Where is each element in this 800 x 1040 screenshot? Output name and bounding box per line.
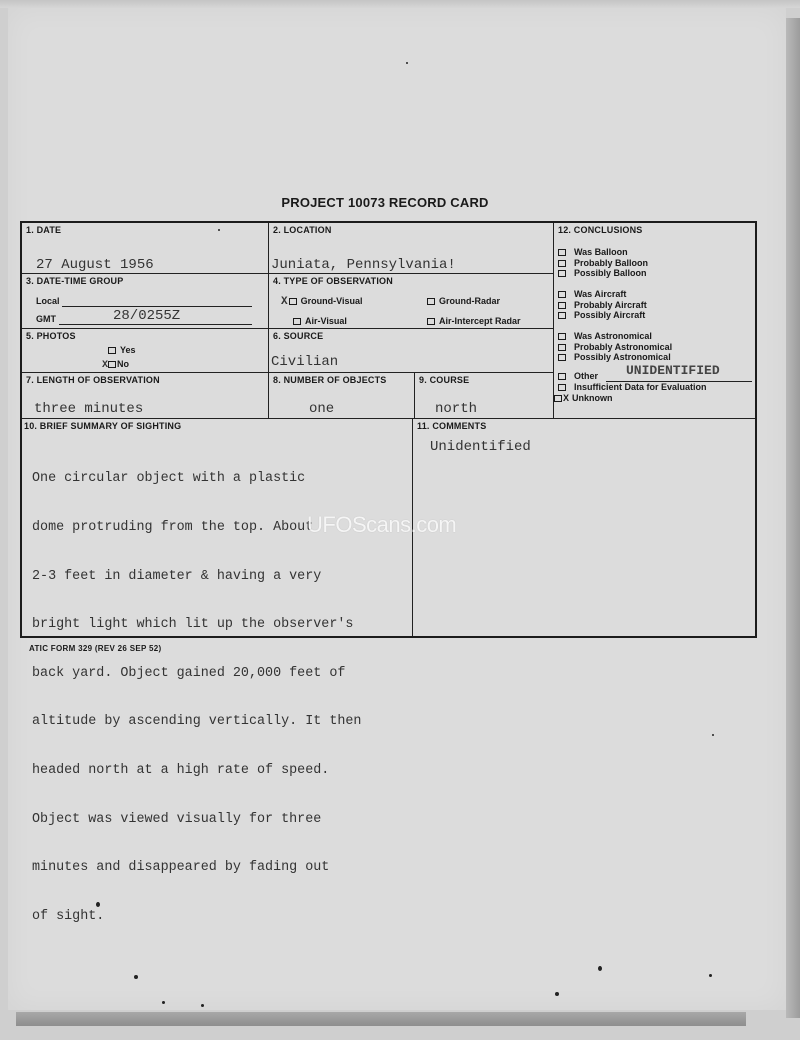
date-label: 1. DATE [26,225,62,235]
photos-option-no[interactable] [102,359,129,371]
number-of-objects-cell [269,373,415,419]
photos-no-label: No [117,359,130,369]
checkbox-icon [558,270,566,277]
photos-option-yes[interactable] [108,345,136,355]
scan-speck [201,1004,204,1007]
option-ground-visual[interactable] [281,296,362,308]
checkbox-icon [554,395,562,402]
other-label: Other [574,371,599,381]
photos-cell [22,329,269,373]
air-intercept-radar-label: Air-Intercept Radar [439,316,521,326]
checkbox-icon [427,298,435,305]
length-label: 7. LENGTH OF OBSERVATION [26,375,160,385]
option-air-intercept-radar[interactable] [427,316,521,326]
checkbox-icon [289,298,297,305]
conclusion-possibly-balloon[interactable] [558,268,648,279]
scan-speck [712,734,714,736]
checkbox-icon [558,302,566,309]
unknown-x-mark: X [563,392,570,403]
scan-speck [406,62,408,64]
conclusion-label: Possibly Balloon [574,268,647,278]
type-of-observation-label: 4. TYPE OF OBSERVATION [273,276,393,286]
conclusion-other[interactable] [558,363,756,382]
course-cell [415,373,554,419]
summary-line: One circular object with a plastic [32,471,306,487]
conclusion-was-aircraft[interactable] [558,289,647,300]
conclusion-label: Probably Astronomical [574,341,673,352]
summary-line: 2-3 feet in diameter & having a very [32,568,322,584]
conclusion-group-aircraft [558,289,647,321]
conclusion-label: Possibly Astronomical [574,352,671,362]
length-value: three minutes [34,401,144,417]
option-ground-radar[interactable] [427,296,500,306]
photos-label: 5. PHOTOS [26,331,76,341]
summary-line: bright light which lit up the observer's [32,617,354,633]
local-label: Local [36,296,60,306]
checkbox-icon [558,312,566,319]
summary-line: back yard. Object gained 20,000 feet of [32,665,346,681]
checkbox-icon [558,354,566,361]
scan-speck [555,992,559,996]
checkbox-icon [558,291,566,298]
conclusion-label: Was Astronomical [574,331,652,341]
checkbox-icon [558,333,566,340]
other-field[interactable] [606,363,752,382]
conclusion-label: Possibly Aircraft [574,310,646,320]
summary-line: Object was viewed visually for three [32,811,322,827]
comments-value: Unidentified [430,439,531,455]
conclusion-label: Probably Balloon [574,257,649,268]
card-title: PROJECT 10073 RECORD CARD [281,195,489,210]
conclusion-was-balloon[interactable] [558,247,648,258]
type-of-observation-cell [269,274,554,329]
conclusion-probably-aircraft[interactable] [558,300,647,311]
conclusion-group-other [558,363,756,403]
comments-cell [413,419,755,636]
source-value: Civilian [271,354,339,370]
local-field[interactable] [62,296,252,307]
scan-speck [598,966,602,971]
conclusion-was-astronomical[interactable] [558,331,672,342]
location-value: Juniata, Pennsylvania! [271,257,456,273]
date-time-group-cell [22,274,269,329]
conclusion-label: Was Balloon [574,247,628,257]
summary-line: dome protruding from the top. About [32,520,314,536]
gmt-label: GMT [36,314,56,324]
conclusion-group-balloon [558,247,648,279]
conclusion-probably-balloon[interactable] [558,258,648,269]
conclusion-unknown[interactable] [554,393,756,404]
scan-speck [162,1001,165,1004]
summary-line: headed north at a high rate of speed. [32,763,330,779]
summary-label: 10. BRIEF SUMMARY OF SIGHTING [24,421,182,431]
date-time-group-label: 3. DATE-TIME GROUP [26,276,124,286]
scan-speck [96,902,100,907]
scan-edge-bottom [16,1012,746,1026]
conclusion-insufficient-data[interactable] [558,382,756,393]
form-footer: ATIC FORM 329 (REV 26 SEP 52) [29,644,162,653]
ground-radar-label: Ground-Radar [439,296,501,306]
number-of-objects-value: one [309,401,335,417]
checkbox-icon [108,361,116,368]
conclusion-probably-astronomical[interactable] [558,342,672,353]
course-value: north [435,401,478,417]
conclusion-label: Probably Aircraft [574,299,647,310]
conclusions-cell [554,223,755,419]
conclusion-possibly-astronomical[interactable] [558,352,672,363]
checkbox-icon [293,318,301,325]
option-air-visual[interactable] [293,316,347,326]
conclusion-group-astronomical [558,331,672,363]
checkbox-icon [427,318,435,325]
checkbox-icon [558,249,566,256]
gmt-value: 28/0255Z [113,308,181,324]
summary-line: altitude by ascending vertically. It then [32,714,362,730]
number-of-objects-label: 8. NUMBER OF OBJECTS [273,375,387,385]
other-value: UNIDENTIFIED [626,363,720,378]
photos-yes-label: Yes [120,345,136,355]
air-visual-label: Air-Visual [305,316,347,326]
ground-visual-label: Ground-Visual [300,296,363,306]
watermark: UFOScans.com [307,512,457,537]
conclusion-label: Was Aircraft [574,289,627,299]
date-value: 27 August 1956 [36,257,154,273]
comments-label: 11. COMMENTS [417,421,487,431]
checkbox-icon [558,373,566,380]
checkbox-icon [558,344,566,351]
summary-line: of sight. [32,908,105,924]
course-label: 9. COURSE [419,375,470,385]
insufficient-label: Insufficient Data for Evaluation [574,382,707,392]
checkbox-icon [558,260,566,267]
conclusions-label: 12. CONCLUSIONS [558,225,643,235]
conclusion-possibly-aircraft[interactable] [558,310,647,321]
source-cell [269,329,554,373]
source-label: 6. SOURCE [273,331,324,341]
summary-line: minutes and disappeared by fading out [32,860,330,876]
checkbox-icon [558,384,566,391]
ground-visual-x-mark: X [281,296,288,308]
location-label: 2. LOCATION [273,225,332,235]
x-mark-icon: X [102,360,109,371]
unknown-label: Unknown [572,392,613,403]
length-cell [22,373,269,419]
date-cell [22,223,269,274]
scan-speck [218,229,220,231]
scan-edge-top [0,0,800,8]
scan-speck [709,974,712,977]
scan-edge-right [786,18,800,1018]
location-cell [269,223,554,274]
gmt-field[interactable] [59,308,252,325]
checkbox-icon [108,347,116,354]
scan-speck [134,975,138,979]
